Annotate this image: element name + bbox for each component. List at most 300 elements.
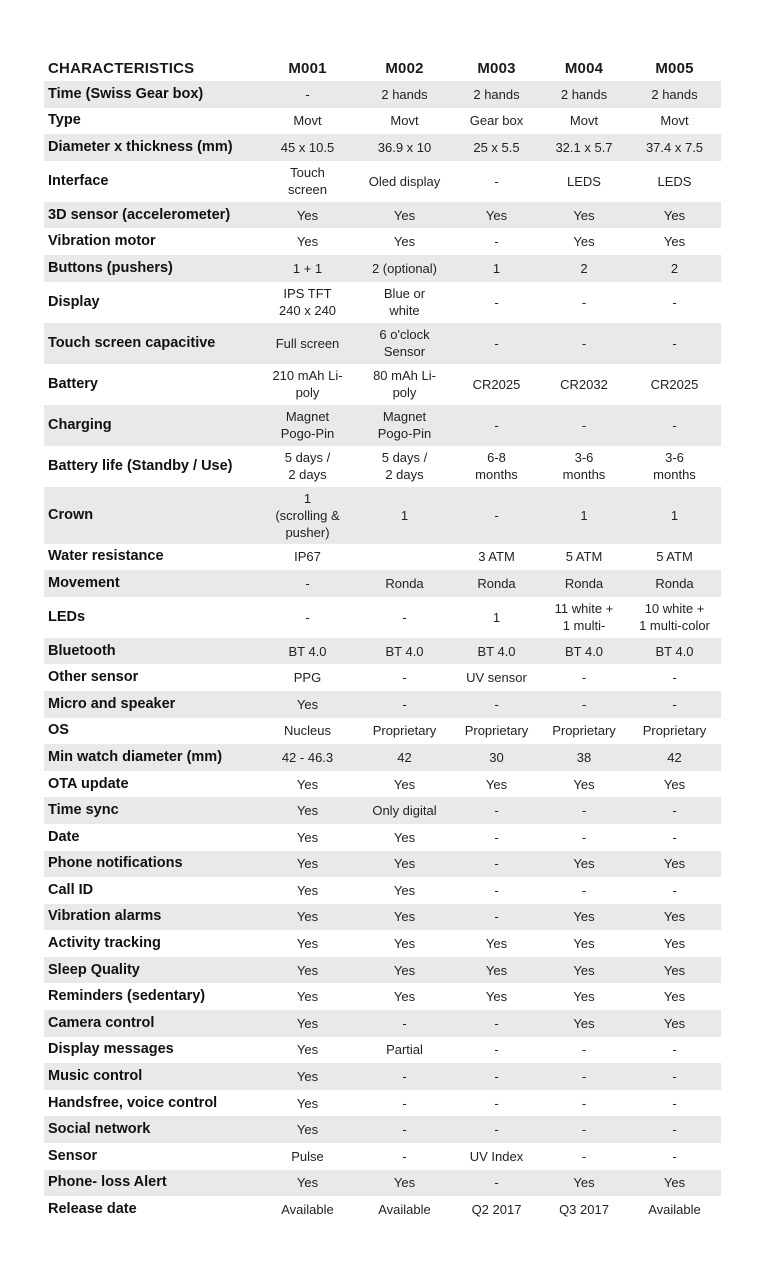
table-cell <box>628 904 721 931</box>
table-row <box>44 1090 721 1117</box>
table-row <box>44 691 721 718</box>
table-cell <box>259 851 356 878</box>
row-label: OTA update <box>48 775 129 792</box>
table-cell <box>259 983 356 1010</box>
cell-value: Yes <box>663 776 686 792</box>
table-cell <box>540 824 628 851</box>
table-cell <box>356 81 453 108</box>
cell-value: Yes <box>393 776 416 792</box>
table-row <box>44 797 721 824</box>
cell-value: - <box>672 696 677 712</box>
table-cell <box>540 597 628 638</box>
cell-value: Yes <box>296 856 319 872</box>
table-cell <box>259 1010 356 1037</box>
cell-value: Yes <box>296 696 319 712</box>
cell-value: Proprietary <box>642 723 707 739</box>
cell-value: 3 ATM <box>478 549 515 565</box>
cell-value: - <box>672 1122 677 1138</box>
table-row <box>44 81 721 108</box>
table-cell <box>540 638 628 665</box>
cell-value: Available <box>648 1202 701 1218</box>
table-cell <box>540 202 628 229</box>
cell-value: - <box>581 882 587 898</box>
row-label: Vibration motor <box>48 233 156 250</box>
table-cell <box>628 81 721 108</box>
cell-value: IP67 <box>294 549 321 565</box>
cell-value: Ronda <box>655 575 694 591</box>
table-cell <box>259 161 356 202</box>
row-label: 3D sensor (accelerometer) <box>48 206 231 223</box>
table-cell <box>259 1196 356 1223</box>
cell-value: - <box>494 1122 499 1138</box>
table-cell <box>453 983 540 1010</box>
table-row <box>44 134 721 161</box>
cell-value: BT 4.0 <box>564 643 604 659</box>
cell-value: 36.9 x 10 <box>377 139 432 155</box>
row-label: Release date <box>48 1201 137 1218</box>
cell-value: - <box>305 86 310 102</box>
model-header-m001: M001 <box>288 59 327 77</box>
cell-value: - <box>581 829 587 845</box>
cell-value: CR2032 <box>560 376 608 392</box>
cell-value: BT 4.0 <box>477 643 516 659</box>
table-cell <box>453 1116 540 1143</box>
row-label: Touch screen capacitive <box>48 334 216 351</box>
cell-value: - <box>494 1069 499 1085</box>
cell-value: 80 mAh Li- poly <box>373 368 436 401</box>
table-cell <box>540 691 628 718</box>
table-cell <box>540 904 628 931</box>
table-cell <box>259 1090 356 1117</box>
cell-value: - <box>494 1095 499 1111</box>
table-cell <box>259 957 356 984</box>
table-cell <box>356 664 453 691</box>
cell-value: Yes <box>296 803 319 819</box>
cell-value: - <box>672 882 677 898</box>
cell-value: - <box>494 173 499 189</box>
table-cell <box>259 405 356 446</box>
table-cell <box>628 202 721 229</box>
table-row <box>44 718 721 745</box>
table-cell <box>259 797 356 824</box>
table-cell <box>259 1063 356 1090</box>
cell-value: - <box>305 609 310 625</box>
table-cell <box>453 597 540 638</box>
table-row <box>44 1063 721 1090</box>
table-row <box>44 1037 721 1064</box>
table-cell <box>628 824 721 851</box>
table-cell <box>259 718 356 745</box>
table-cell <box>453 134 540 161</box>
table-cell <box>453 957 540 984</box>
cell-value: 1 <box>400 507 409 523</box>
table-row <box>44 282 721 323</box>
table-cell <box>628 597 721 638</box>
table-cell <box>540 851 628 878</box>
table-cell <box>453 161 540 202</box>
table-cell <box>259 930 356 957</box>
cell-value: Yes <box>296 936 319 952</box>
row-label: Display messages <box>48 1041 174 1058</box>
cell-value: Available <box>378 1202 431 1218</box>
table-cell <box>628 1090 721 1117</box>
table-cell <box>356 228 453 255</box>
row-label: Bluetooth <box>48 642 116 659</box>
cell-value: Yes <box>296 909 319 925</box>
row-label: Interface <box>48 172 109 189</box>
cell-value: - <box>402 1122 407 1138</box>
cell-value: 5 ATM <box>565 549 603 565</box>
cell-value: - <box>494 234 499 250</box>
header-row <box>44 55 721 81</box>
table-row <box>44 1170 721 1197</box>
cell-value: Yes <box>663 909 686 925</box>
table-cell <box>356 202 453 229</box>
row-label: Music control <box>48 1068 143 1085</box>
cell-value: Yes <box>663 856 686 872</box>
cell-value: - <box>672 803 677 819</box>
table-cell <box>628 797 721 824</box>
table-cell <box>628 161 721 202</box>
cell-value: Movt <box>660 113 689 129</box>
cell-value: Proprietary <box>552 723 616 739</box>
table-cell <box>453 877 540 904</box>
table-cell <box>628 446 721 487</box>
cell-value: Nucleus <box>284 723 331 739</box>
model-header-m003: M003 <box>477 59 516 77</box>
table-cell <box>453 744 540 771</box>
cell-value: 2 <box>670 260 679 276</box>
table-cell <box>259 877 356 904</box>
table-cell <box>453 405 540 446</box>
cell-value: - <box>672 1148 677 1164</box>
cell-value: Yes <box>573 962 595 978</box>
cell-value: Yes <box>663 207 686 223</box>
table-cell <box>356 570 453 597</box>
table-row <box>44 161 721 202</box>
table-cell <box>453 255 540 282</box>
table-cell <box>628 364 721 405</box>
cell-value: Ronda <box>385 575 424 591</box>
cell-value: Q2 2017 <box>471 1202 522 1218</box>
table-cell <box>356 983 453 1010</box>
cell-value: 6 o'clock Sensor <box>379 327 430 360</box>
table-cell <box>356 957 453 984</box>
cell-value: Yes <box>393 936 416 952</box>
cell-value: - <box>494 1042 499 1058</box>
table-cell <box>356 1063 453 1090</box>
table-cell <box>453 638 540 665</box>
cell-value: Ronda <box>477 575 516 591</box>
table-cell <box>259 108 356 135</box>
cell-value: Yes <box>296 207 319 223</box>
cell-value: - <box>581 670 587 686</box>
cell-value: Yes <box>663 989 686 1005</box>
table-cell <box>453 718 540 745</box>
row-label: Social network <box>48 1121 151 1138</box>
table-cell <box>453 771 540 798</box>
table-cell <box>540 544 628 571</box>
cell-value: - <box>581 1095 587 1111</box>
cell-value: Yes <box>663 1175 686 1191</box>
cell-value: 38 <box>576 749 592 765</box>
cell-value: 210 mAh Li- poly <box>272 368 343 401</box>
cell-value: Yes <box>573 207 595 223</box>
table-cell <box>540 957 628 984</box>
table-cell <box>356 638 453 665</box>
cell-value: Yes <box>393 989 416 1005</box>
table-cell <box>540 570 628 597</box>
table-cell <box>259 323 356 364</box>
table-cell <box>259 824 356 851</box>
table-cell <box>259 771 356 798</box>
cell-value: Magnet Pogo-Pin <box>280 409 335 442</box>
row-label: LEDs <box>48 608 86 625</box>
cell-value: - <box>672 829 677 845</box>
table-cell <box>453 446 540 487</box>
cell-value: - <box>494 856 499 872</box>
row-label: OS <box>48 722 69 739</box>
table-cell <box>356 134 453 161</box>
table-cell <box>259 487 356 544</box>
cell-value: Yes <box>573 1175 595 1191</box>
cell-value: - <box>672 417 677 433</box>
cell-value: Yes <box>296 882 319 898</box>
cell-value: Proprietary <box>372 723 437 739</box>
row-label: Other sensor <box>48 669 139 686</box>
table-cell <box>356 544 453 571</box>
cell-value: Yes <box>393 234 416 250</box>
cell-value: Yes <box>296 1175 319 1191</box>
table-cell <box>540 161 628 202</box>
table-cell <box>628 1063 721 1090</box>
table-cell <box>453 544 540 571</box>
row-label: Date <box>48 828 80 845</box>
table-cell <box>259 446 356 487</box>
table-cell <box>628 744 721 771</box>
row-label: Min watch diameter (mm) <box>48 748 223 765</box>
cell-value: - <box>581 1042 587 1058</box>
cell-value: Yes <box>393 909 416 925</box>
table-cell <box>259 570 356 597</box>
table-cell <box>540 983 628 1010</box>
cell-value: - <box>305 575 310 591</box>
table-row <box>44 228 721 255</box>
cell-value: LEDS <box>657 173 692 189</box>
table-cell <box>259 1116 356 1143</box>
cell-value: - <box>494 417 499 433</box>
table-cell <box>453 202 540 229</box>
cell-value: Only digital <box>372 803 437 819</box>
table-cell <box>540 255 628 282</box>
table-cell <box>540 1170 628 1197</box>
cell-value: 1 <box>492 260 501 276</box>
cell-value: Magnet Pogo-Pin <box>377 409 432 442</box>
cell-value: - <box>402 1148 407 1164</box>
cell-value: Touch screen <box>287 165 328 198</box>
table-cell <box>540 446 628 487</box>
cell-value: Yes <box>393 856 416 872</box>
table-row <box>44 824 721 851</box>
cell-value: Yes <box>573 776 595 792</box>
cell-value: Yes <box>296 962 319 978</box>
cell-value: - <box>494 1175 499 1191</box>
cell-value: 1 <box>492 609 501 625</box>
cell-value: Yes <box>573 909 595 925</box>
table-cell <box>540 930 628 957</box>
cell-value: Ronda <box>564 575 604 591</box>
row-label: Display <box>48 293 100 310</box>
row-label: Handsfree, voice control <box>48 1094 218 1111</box>
table-cell <box>540 282 628 323</box>
table-row <box>44 771 721 798</box>
table-cell <box>628 1143 721 1170</box>
row-label: Buttons (pushers) <box>48 259 173 276</box>
cell-value: 2 hands <box>560 86 608 102</box>
table-row <box>44 487 721 544</box>
table-cell <box>356 1196 453 1223</box>
table-cell <box>628 1116 721 1143</box>
cell-value: 42 <box>667 749 682 765</box>
table-cell <box>453 851 540 878</box>
table-cell <box>259 134 356 161</box>
cell-value: 42 - 46.3 <box>281 749 334 765</box>
cell-value: Yes <box>296 1042 319 1058</box>
cell-value: Yes <box>573 1015 595 1031</box>
table-cell <box>628 957 721 984</box>
cell-value: Yes <box>296 234 319 250</box>
table-row <box>44 364 721 405</box>
cell-value: 2 hands <box>651 86 698 102</box>
table-cell <box>453 1196 540 1223</box>
table-cell <box>453 664 540 691</box>
table-cell <box>540 718 628 745</box>
table-row <box>44 904 721 931</box>
table-cell <box>540 1196 628 1223</box>
cell-value: - <box>672 294 677 310</box>
row-label: Call ID <box>48 881 94 898</box>
cell-value: Yes <box>663 962 686 978</box>
cell-value: LEDS <box>567 173 601 189</box>
row-label: Vibration alarms <box>48 908 162 925</box>
table-cell <box>356 597 453 638</box>
table-cell <box>356 797 453 824</box>
table-cell <box>540 1010 628 1037</box>
table-row <box>44 597 721 638</box>
cell-value: 6-8 months <box>475 450 518 483</box>
table-cell <box>628 1010 721 1037</box>
table-cell <box>540 323 628 364</box>
cell-value: - <box>581 1148 587 1164</box>
cell-value: - <box>494 882 499 898</box>
table-cell <box>356 364 453 405</box>
cell-value: Yes <box>663 936 686 952</box>
cell-value: BT 4.0 <box>385 643 424 659</box>
table-cell <box>628 664 721 691</box>
row-label: Camera control <box>48 1014 155 1031</box>
table-cell <box>628 405 721 446</box>
table-cell <box>356 108 453 135</box>
table-cell <box>628 255 721 282</box>
table-row <box>44 851 721 878</box>
cell-value: PPG <box>293 670 322 686</box>
table-row <box>44 664 721 691</box>
cell-value: - <box>494 1015 499 1031</box>
table-cell <box>453 228 540 255</box>
cell-value: - <box>672 670 677 686</box>
table-row <box>44 1196 721 1223</box>
cell-value: Yes <box>573 936 595 952</box>
cell-value: 2 <box>580 260 588 276</box>
table-cell <box>259 664 356 691</box>
table-cell <box>453 824 540 851</box>
cell-value: - <box>494 909 499 925</box>
row-label: Movement <box>48 574 120 591</box>
cell-value: - <box>672 335 677 351</box>
table-cell <box>356 1170 453 1197</box>
table-cell <box>356 487 453 544</box>
characteristics-header: CHARACTERISTICS <box>48 59 195 77</box>
table-cell <box>356 877 453 904</box>
table-cell <box>540 108 628 135</box>
table-row <box>44 957 721 984</box>
table-cell <box>259 544 356 571</box>
cell-value: 3-6 months <box>562 450 606 483</box>
cell-value: Full screen <box>275 335 340 351</box>
row-label: Activity tracking <box>48 935 161 952</box>
table-cell <box>356 1037 453 1064</box>
row-label: Water resistance <box>48 548 164 565</box>
row-label: Sleep Quality <box>48 961 140 978</box>
row-label: Diameter x thickness (mm) <box>48 138 233 155</box>
row-label: Type <box>48 112 81 129</box>
cell-value: Yes <box>485 207 508 223</box>
cell-value: 3-6 months <box>653 450 696 483</box>
table-cell <box>628 323 721 364</box>
cell-value: Yes <box>296 989 319 1005</box>
cell-value: Q3 2017 <box>559 1202 609 1218</box>
cell-value: 2 (optional) <box>371 260 438 276</box>
cell-value: Yes <box>663 234 686 250</box>
table-cell <box>628 108 721 135</box>
table-cell <box>453 1063 540 1090</box>
table-row <box>44 570 721 597</box>
table-cell <box>356 446 453 487</box>
table-cell <box>628 1170 721 1197</box>
table-cell <box>628 570 721 597</box>
table-cell <box>628 930 721 957</box>
table-cell <box>453 1143 540 1170</box>
model-header-m002: M002 <box>385 59 424 77</box>
table-cell <box>356 1116 453 1143</box>
table-cell <box>356 1010 453 1037</box>
table-cell <box>356 771 453 798</box>
table-row <box>44 323 721 364</box>
table-cell <box>356 824 453 851</box>
row-label: Crown <box>48 506 94 523</box>
cell-value: Yes <box>393 207 416 223</box>
table-cell <box>540 797 628 824</box>
cell-value: IPS TFT 240 x 240 <box>278 286 337 319</box>
table-row <box>44 255 721 282</box>
table-cell <box>628 771 721 798</box>
table-cell <box>540 1063 628 1090</box>
cell-value: - <box>494 507 499 523</box>
table-cell <box>453 1090 540 1117</box>
table-cell <box>453 797 540 824</box>
cell-value: 37.4 x 7.5 <box>645 139 704 155</box>
cell-value: - <box>494 696 499 712</box>
